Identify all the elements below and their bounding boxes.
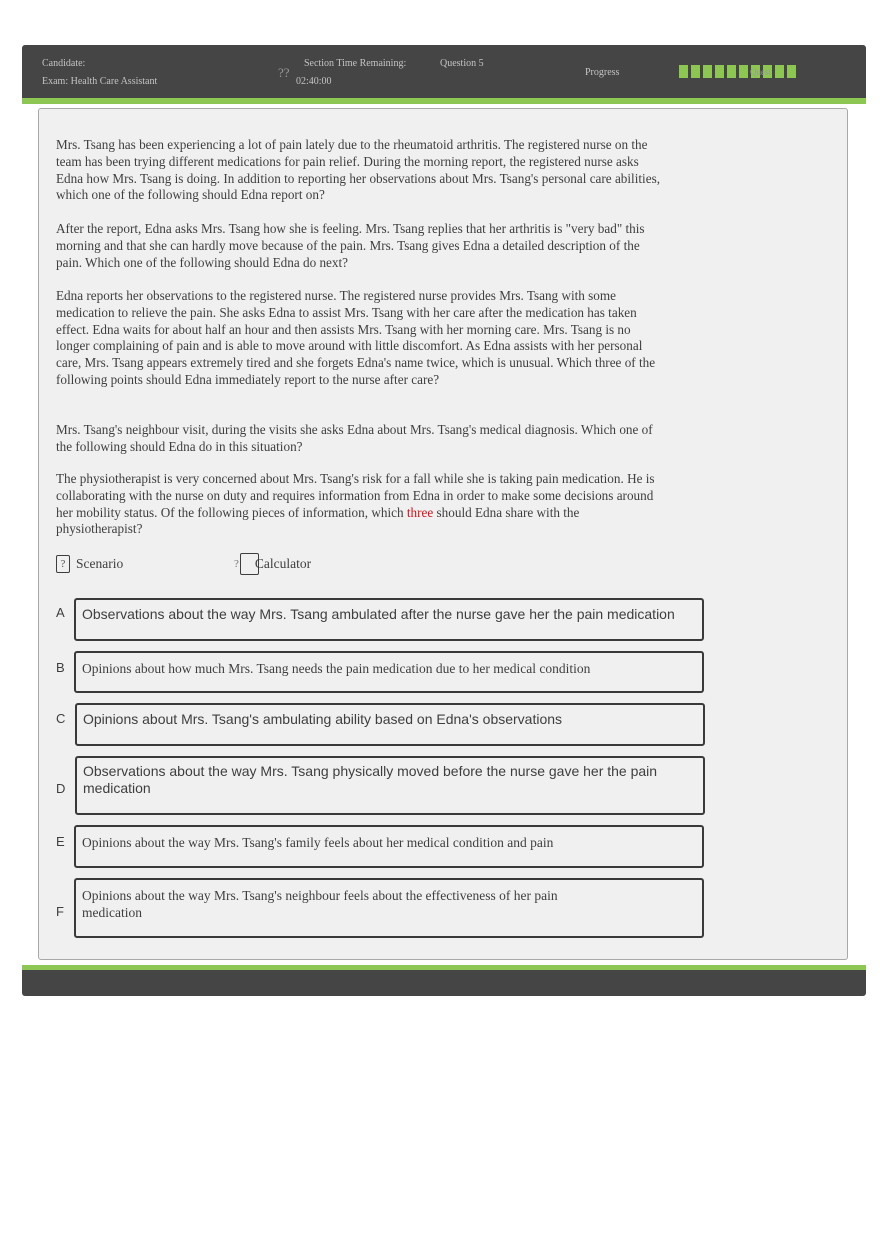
calculator-button[interactable] bbox=[234, 553, 311, 575]
option-letter-f: F bbox=[56, 904, 64, 919]
candidate-label: Candidate: bbox=[42, 58, 86, 69]
progress-segment bbox=[727, 65, 736, 78]
time-remaining-label: Section Time Remaining: bbox=[304, 58, 407, 69]
option-d[interactable]: Observations about the way Mrs. Tsang physically moved before the nurse gave her the pain medication bbox=[75, 756, 705, 815]
progress-segment bbox=[703, 65, 712, 78]
option-letter-c: C bbox=[56, 711, 66, 726]
scenario-paragraph: Mrs. Tsang's neighbour visit, during the visits she asks Edna about Mrs. Tsang's medical diagnosis. Which one of the following should Edna do in this situation? bbox=[56, 422, 653, 454]
progress-segment bbox=[715, 65, 724, 78]
question-text-start: The physiotherapist is very concerned about Mrs. Tsang's risk for a fall while she is taking pain medication. He is collaborating with the nurse on duty and requires information from Edna in order to make some decisions around her mobility status. Of the following pieces of information, which bbox=[56, 471, 655, 520]
help-icon[interactable]: ?? bbox=[278, 65, 290, 80]
question-highlight: three bbox=[406, 504, 434, 520]
option-f[interactable]: Opinions about the way Mrs. Tsang's neighbour feels about the effectiveness of her pain medication bbox=[74, 878, 704, 938]
option-e[interactable]: Opinions about the way Mrs. Tsang's family feels about her medical condition and pain bbox=[74, 825, 704, 868]
exam-footer bbox=[22, 970, 866, 996]
progress-segment bbox=[739, 65, 748, 78]
time-remaining-value: 02:40:00 bbox=[296, 76, 332, 87]
option-letter-b: B bbox=[56, 660, 65, 675]
calculator-help-glyph: ? bbox=[234, 558, 239, 570]
progress-overlay-text: Quest bbox=[750, 67, 771, 77]
scenario-paragraph: Mrs. Tsang has been experiencing a lot of pain lately due to the rheumatoid arthritis. The registered nurse on the team has been trying different medications for pain relief. During the morning report, the registered nurse asks Edna how Mrs. Tsang is doing. In addition to reporting her observations about Mrs. Tsang's personal care abilities, which one of the following should Edna report on? bbox=[56, 137, 660, 203]
option-letter-e: E bbox=[56, 834, 65, 849]
option-a[interactable]: Observations about the way Mrs. Tsang ambulated after the nurse gave her the pain medication bbox=[74, 598, 704, 641]
scenario-paragraph: Edna reports her observations to the registered nurse. The registered nurse provides Mrs. Tsang with some medication to relieve the pain. She asks Edna to assist Mrs. Tsang with her care after the medication has taken effect. Edna waits for about half an hour and then assists Mrs. Tsang with her morning care. Mrs. Tsang is no longer complaining of pain and is able to move around with little discomfort. As Edna assists with her personal care, Mrs. Tsang appears extremely tired and she forgets Edna's name twice, which is unusual. Which three of the following points should Edna immediately report to the nurse after care? bbox=[56, 288, 656, 387]
option-c[interactable]: Opinions about Mrs. Tsang's ambulating ability based on Edna's observations bbox=[75, 703, 705, 746]
scenario-button-label: Scenario bbox=[76, 556, 124, 571]
scenario-paragraph: After the report, Edna asks Mrs. Tsang how she is feeling. Mrs. Tsang replies that her arthritis is "very bad" this morning and that she can hardly move because of the pain. Mrs. Tsang gives Edna a detailed description of the pain. Which one of the following should Edna do next? bbox=[56, 221, 645, 270]
scenario-icon: ? bbox=[56, 555, 70, 573]
option-b[interactable]: Opinions about how much Mrs. Tsang needs the pain medication due to her medical condition bbox=[74, 651, 704, 693]
option-letter-d: D bbox=[56, 781, 66, 796]
progress-label: Progress bbox=[585, 67, 620, 78]
progress-bar bbox=[679, 65, 796, 78]
exam-header bbox=[22, 45, 866, 98]
question-text bbox=[56, 471, 666, 538]
calculator-button-label: Calculator bbox=[254, 556, 312, 571]
progress-segment bbox=[775, 65, 784, 78]
scenario-button[interactable] bbox=[56, 555, 123, 573]
question-text-end: should Edna share with the physiotherapist? bbox=[56, 504, 580, 537]
progress-segment bbox=[691, 65, 700, 78]
progress-segment bbox=[679, 65, 688, 78]
question-number: Question 5 bbox=[440, 58, 484, 69]
exam-name: Exam: Health Care Assistant bbox=[42, 76, 158, 87]
header-accent-bar bbox=[22, 98, 866, 104]
option-letter-a: A bbox=[56, 605, 65, 620]
progress-segment bbox=[787, 65, 796, 78]
